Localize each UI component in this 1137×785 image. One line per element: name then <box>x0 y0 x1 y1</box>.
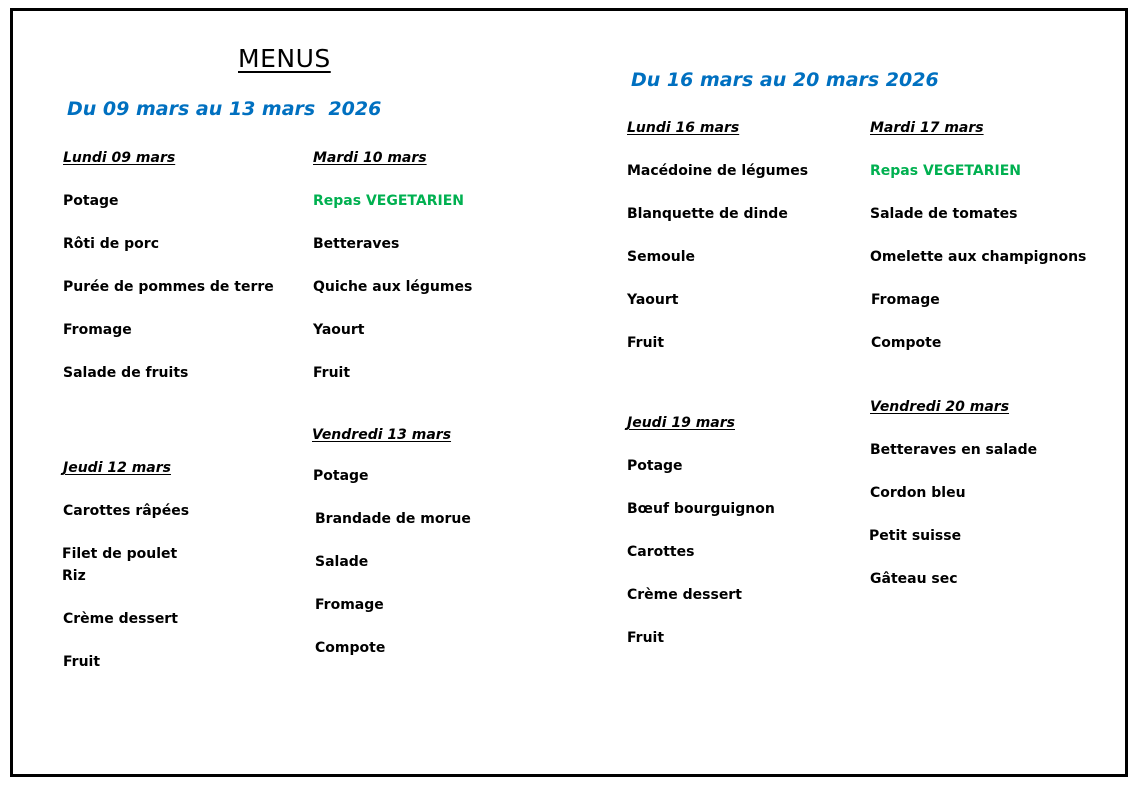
menu-item: Crème dessert <box>627 587 742 603</box>
menu-item: Omelette aux champignons <box>870 249 1087 265</box>
menu-item: Riz <box>62 568 86 584</box>
menu-item: Bœuf bourguignon <box>627 501 775 517</box>
menu-item: Fromage <box>315 597 384 613</box>
menu-item: Compote <box>315 640 386 656</box>
menu-item: Petit suisse <box>869 528 962 544</box>
page-title: MENUS <box>238 44 331 73</box>
menu-item: Fruit <box>627 335 665 351</box>
day-title-jeudi-12: Jeudi 12 mars <box>63 460 171 476</box>
menu-item: Crème dessert <box>63 611 178 627</box>
menu-item: Semoule <box>627 249 696 265</box>
day-title-lundi-16: Lundi 16 mars <box>627 120 740 136</box>
day-title-lundi-09: Lundi 09 mars <box>63 150 176 166</box>
menu-item: Fruit <box>313 365 351 381</box>
menu-item: Brandade de morue <box>315 511 471 527</box>
day-title-vendredi-20: Vendredi 20 mars <box>870 399 1010 415</box>
menu-item: Betteraves en salade <box>870 442 1038 458</box>
menu-item: Potage <box>63 193 119 209</box>
vegetarian-label: Repas VEGETARIEN <box>313 193 464 209</box>
menu-item: Fromage <box>63 322 132 338</box>
menu-item: Fruit <box>627 630 665 646</box>
menu-item: Fruit <box>63 654 101 670</box>
menu-item: Quiche aux légumes <box>313 279 473 295</box>
menu-item: Macédoine de légumes <box>627 163 809 179</box>
day-title-mardi-10: Mardi 10 mars <box>313 150 427 166</box>
menu-item: Filet de poulet <box>62 546 178 562</box>
menu-item: Cordon bleu <box>870 485 966 501</box>
menu-item: Compote <box>871 335 942 351</box>
menu-item: Carottes <box>627 544 695 560</box>
menu-item: Betteraves <box>313 236 400 252</box>
week1-title: Du 09 mars au 13 mars 2026 <box>67 98 382 120</box>
menu-item: Carottes râpées <box>63 503 190 519</box>
menu-item: Yaourt <box>627 292 679 308</box>
day-title-jeudi-19: Jeudi 19 mars <box>627 415 735 431</box>
menu-item: Potage <box>313 468 369 484</box>
menu-item: Salade de fruits <box>63 365 189 381</box>
menu-item: Salade de tomates <box>870 206 1018 222</box>
menu-item: Fromage <box>871 292 940 308</box>
week2-title: Du 16 mars au 20 mars 2026 <box>631 69 939 91</box>
menu-item: Salade <box>315 554 369 570</box>
day-title-vendredi-13: Vendredi 13 mars <box>312 427 452 443</box>
vegetarian-label: Repas VEGETARIEN <box>870 163 1021 179</box>
menu-item: Potage <box>627 458 683 474</box>
menu-item: Yaourt <box>313 322 365 338</box>
menu-item: Blanquette de dinde <box>627 206 788 222</box>
day-title-mardi-17: Mardi 17 mars <box>870 120 984 136</box>
menu-item: Rôti de porc <box>63 236 159 252</box>
menu-item: Gâteau sec <box>870 571 958 587</box>
menu-item: Purée de pommes de terre <box>63 279 274 295</box>
